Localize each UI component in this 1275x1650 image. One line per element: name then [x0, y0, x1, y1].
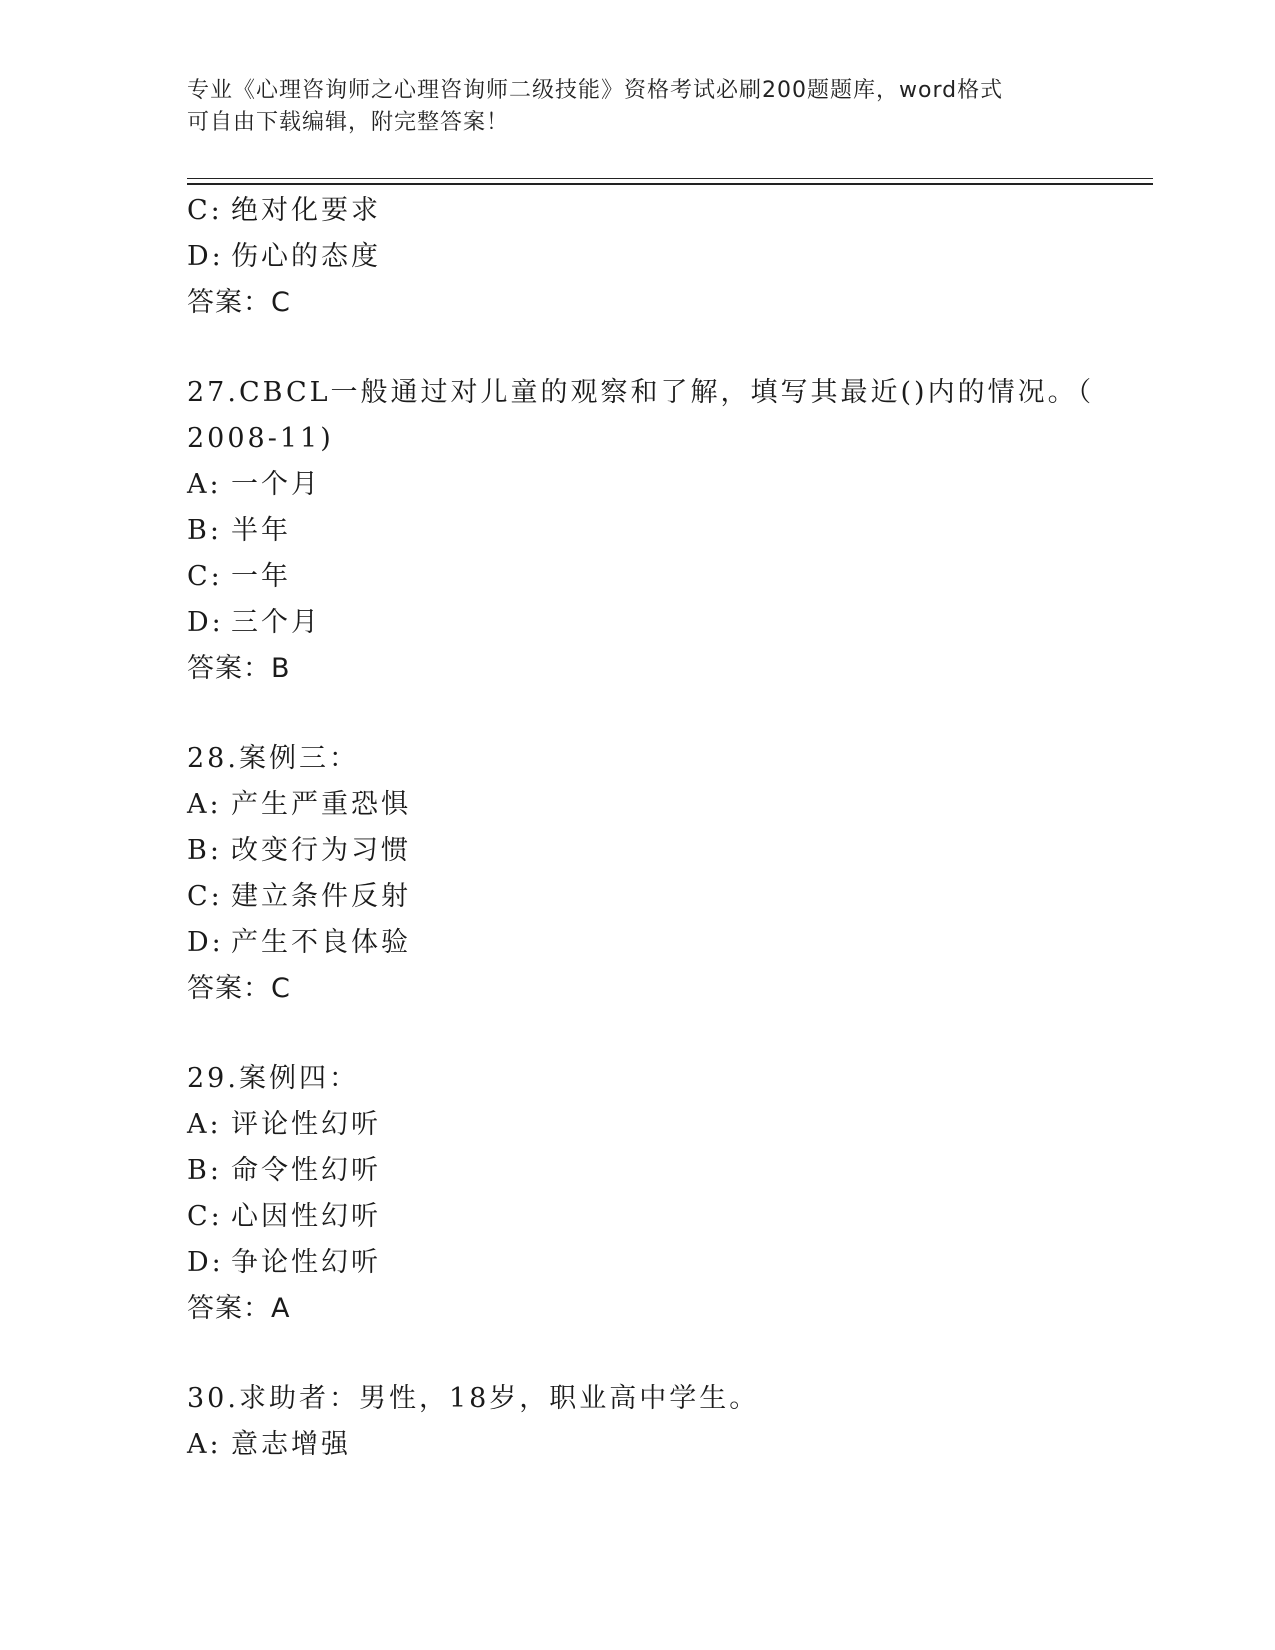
option-text: 改变行为习惯: [231, 835, 411, 866]
header-line-2: 可自由下载编辑，附完整答案！: [187, 110, 510, 135]
option-row: [187, 874, 1153, 920]
option-letter: D:: [187, 607, 224, 638]
header-divider-thick: [187, 183, 1153, 185]
answer-line: 答案：C: [187, 973, 291, 1004]
option-text: 产生不良体验: [231, 927, 411, 958]
option-row: [187, 554, 1153, 600]
option-letter: C:: [187, 881, 223, 912]
option-row: [187, 920, 1153, 966]
option-text: 建立条件反射: [231, 881, 411, 912]
option-letter: A:: [187, 1109, 222, 1140]
option-row: [187, 1422, 1153, 1468]
option-text: 命令性幻听: [231, 1155, 381, 1186]
option-row: [187, 600, 1153, 646]
question-stem: 30.求助者：男性，18岁，职业高中学生。: [187, 1383, 760, 1414]
option-text: 绝对化要求: [231, 195, 381, 226]
option-row: [187, 782, 1153, 828]
option-letter: C:: [187, 195, 223, 226]
option-row: [187, 508, 1153, 554]
option-letter: A:: [187, 789, 222, 820]
answer-line: 答案：A: [187, 1293, 291, 1324]
option-row: [187, 234, 1153, 280]
option-text: 评论性幻听: [231, 1109, 381, 1140]
option-text: 伤心的态度: [231, 241, 381, 272]
option-text: 三个月: [231, 607, 321, 638]
option-text: 意志增强: [231, 1429, 351, 1460]
question-stem: 29.案例四：: [187, 1063, 359, 1094]
option-row: [187, 188, 1153, 234]
option-letter: A:: [187, 469, 222, 500]
question-stem-continued: 2008-11): [187, 423, 334, 454]
option-text: 争论性幻听: [231, 1247, 381, 1278]
option-letter: D:: [187, 241, 224, 272]
option-letter: A:: [187, 1429, 222, 1460]
question-stem: 27.CBCL一般通过对儿童的观察和了解，填写其最近()内的情况。（: [187, 377, 1095, 408]
option-text: 一年: [231, 561, 291, 592]
option-text: 产生严重恐惧: [231, 789, 411, 820]
option-letter: C:: [187, 561, 223, 592]
header-divider-thin: [187, 178, 1153, 179]
option-letter: D:: [187, 927, 224, 958]
header-line-1: 专业《心理咨询师之心理咨询师二级技能》资格考试必刷200题题库，word格式: [187, 78, 1004, 103]
question-list: [187, 188, 1153, 1468]
option-row: [187, 1102, 1153, 1148]
option-text: 心因性幻听: [231, 1201, 381, 1232]
option-letter: B:: [187, 1155, 222, 1186]
option-letter: B:: [187, 515, 222, 546]
option-row: [187, 1240, 1153, 1286]
answer-line: 答案：B: [187, 653, 291, 684]
option-row: [187, 462, 1153, 508]
option-row: [187, 828, 1153, 874]
document-header: [187, 75, 1087, 139]
answer-line: 答案：C: [187, 287, 291, 318]
option-letter: B:: [187, 835, 222, 866]
option-text: 半年: [231, 515, 291, 546]
option-text: 一个月: [231, 469, 321, 500]
option-letter: D:: [187, 1247, 224, 1278]
option-row: [187, 1194, 1153, 1240]
question-stem: 28.案例三：: [187, 743, 359, 774]
option-letter: C:: [187, 1201, 223, 1232]
option-row: [187, 1148, 1153, 1194]
